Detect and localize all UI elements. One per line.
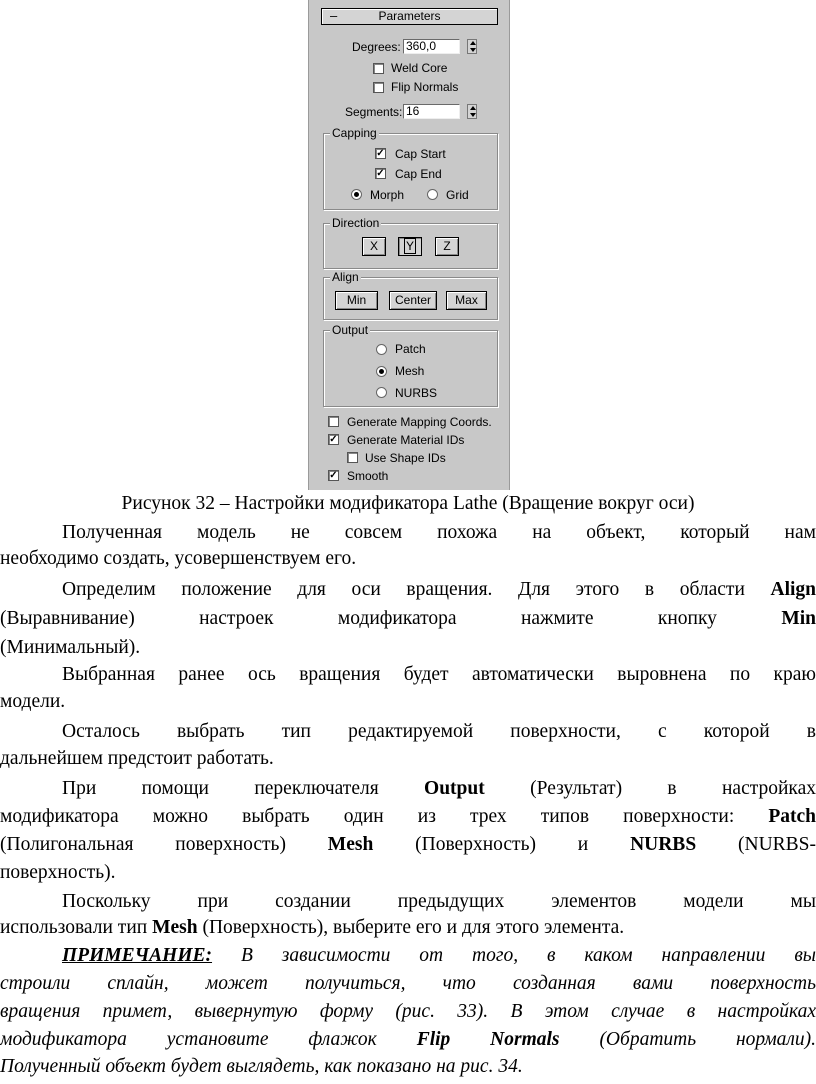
segments-label: Segments:: [345, 105, 403, 119]
mesh-term: Mesh: [327, 834, 374, 855]
degrees-input[interactable]: 360,0: [403, 39, 460, 54]
morph-label: Morph: [370, 188, 405, 202]
patch-term: Patch: [768, 806, 816, 827]
align-max-button[interactable]: Max: [446, 291, 487, 310]
min-term: Min: [781, 608, 816, 629]
paragraph-line: (Выравнивание) настроек модификатора нажмите кнопку Min: [0, 608, 816, 629]
morph-radio[interactable]: [351, 189, 362, 200]
weld-core-label: Weld Core: [391, 61, 448, 75]
collapse-icon[interactable]: –: [330, 8, 338, 23]
gen-mapping-label: Generate Mapping Coords.: [347, 415, 492, 429]
rollout-title: Parameters: [378, 9, 441, 23]
flip-normals-label: Flip Normals: [391, 80, 459, 94]
paragraph-line: использовали тип Mesh (Поверхность), выберите его и для этого элемента.: [0, 917, 625, 938]
direction-label: Direction: [332, 216, 380, 230]
cap-end-label: Cap End: [395, 167, 442, 181]
paragraph-line: Осталось выбрать тип редактируемой поверхности, с которой в: [62, 721, 816, 742]
note-line: модификатора установите флажок Flip Normals (Обратить нормали).: [0, 1029, 816, 1050]
cap-end-checkbox[interactable]: ✓: [376, 168, 385, 179]
degrees-label: Degrees:: [352, 40, 401, 54]
mesh-radio[interactable]: [376, 366, 387, 377]
paragraph-line: Полученная модель не совсем похожа на объект, который нам: [62, 522, 816, 543]
lathe-parameters-panel: [308, 0, 510, 490]
paragraph-line: Определим положение для оси вращения. Для этого в области Align: [62, 579, 816, 600]
grid-radio[interactable]: [427, 189, 438, 200]
parameters-rollout-header[interactable]: [321, 8, 498, 25]
gen-mapping-checkbox[interactable]: [328, 416, 339, 427]
direction-x-button[interactable]: X: [362, 237, 386, 256]
paragraph-line: Выбранная ранее ось вращения будет автоматически выровнена по краю: [62, 664, 816, 685]
paragraph-line: поверхность).: [0, 862, 116, 883]
paragraph-line: При помощи переключателя Output (Результат) в настройках: [62, 778, 816, 799]
note-line: Полученный объект будет выглядеть, как показано на рис. 34.: [0, 1056, 523, 1077]
patch-radio[interactable]: [376, 344, 387, 355]
note-line: строили сплайн, может получиться, что созданная вами поверхность: [0, 973, 816, 994]
paragraph-line: модификатора можно выбрать один из трех типов поверхности: Patch: [0, 806, 816, 827]
direction-z-button[interactable]: Z: [435, 237, 459, 256]
note-line: вращения примет, вывернутую форму (рис. 33). В этом случае в настройках: [0, 1001, 816, 1022]
figure-caption: Рисунок 32 – Настройки модификатора Lathe (Вращение вокруг оси): [121, 493, 695, 514]
use-shape-ids-checkbox[interactable]: [347, 452, 358, 463]
mesh-term: Mesh: [152, 917, 198, 938]
degrees-spinner[interactable]: [467, 39, 477, 54]
direction-y-button[interactable]: Y: [398, 237, 422, 256]
smooth-label: Smooth: [347, 469, 389, 483]
paragraph-line: необходимо создать, усовершенствуем его.: [0, 548, 357, 569]
segments-spinner[interactable]: [467, 104, 477, 119]
mesh-label: Mesh: [395, 364, 425, 378]
flip-normals-term: Flip Normals: [416, 1029, 560, 1050]
paragraph-line: (Минимальный).: [0, 637, 141, 658]
paragraph-line: дальнейшем предстоит работать.: [0, 748, 274, 769]
grid-label: Grid: [446, 188, 469, 202]
nurbs-radio[interactable]: [376, 387, 387, 398]
paragraph-line: Поскольку при создании предыдущих элементов модели мы: [62, 891, 816, 912]
paragraph-line: модели.: [0, 691, 66, 712]
cap-start-checkbox[interactable]: ✓: [376, 148, 385, 159]
output-label: Output: [332, 323, 369, 337]
gen-matids-label: Generate Material IDs: [347, 433, 465, 447]
flip-normals-checkbox[interactable]: [373, 82, 384, 93]
weld-core-checkbox[interactable]: [373, 63, 384, 74]
note-line: ПРИМЕЧАНИЕ: В зависимости от того, в каком направлении вы: [62, 945, 816, 966]
output-term: Output: [424, 778, 485, 799]
gen-matids-checkbox[interactable]: ✓: [329, 434, 338, 445]
align-term: Align: [770, 579, 816, 600]
use-shape-ids-label: Use Shape IDs: [365, 451, 446, 465]
capping-label: Capping: [332, 126, 377, 140]
cap-start-label: Cap Start: [395, 147, 446, 161]
nurbs-term: NURBS: [630, 834, 697, 855]
paragraph-line: (Полигональная поверхность) Mesh (Поверхность) и NURBS (NURBS-: [0, 834, 816, 855]
segments-input[interactable]: 16: [403, 104, 460, 119]
nurbs-label: NURBS: [395, 386, 438, 400]
note-label: ПРИМЕЧАНИЕ:: [62, 945, 213, 966]
align-min-button[interactable]: Min: [335, 291, 378, 310]
align-label: Align: [332, 270, 359, 284]
patch-label: Patch: [395, 342, 426, 356]
align-center-button[interactable]: Center: [389, 291, 437, 310]
smooth-checkbox[interactable]: ✓: [329, 470, 338, 481]
